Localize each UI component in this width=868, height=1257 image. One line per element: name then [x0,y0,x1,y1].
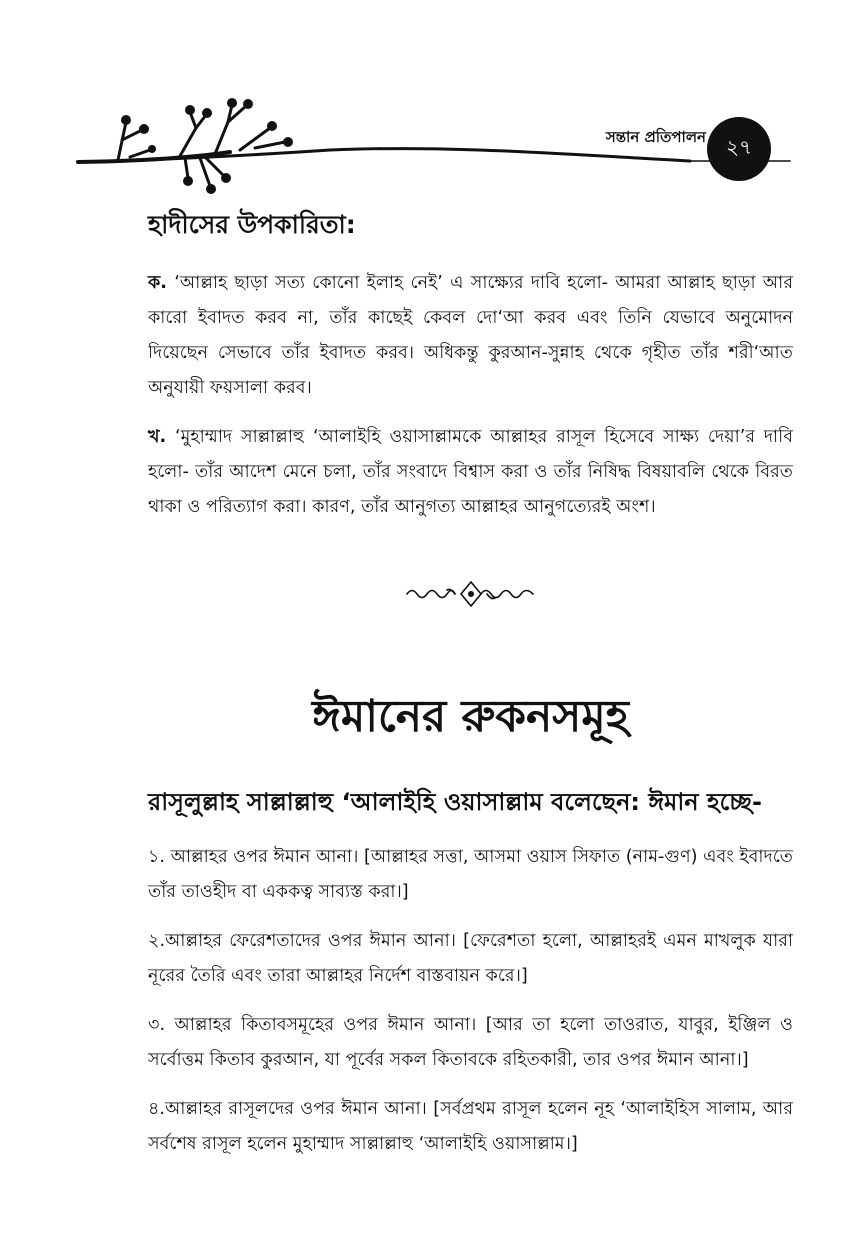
pillar-item: ২.আল্লাহর ফেরেশতাদের ওপর ঈমান আনা। [ফেরেশতা হলো, আল্লাহরই এমন মাখলুক যারা নূরের তৈরি এবং তারা আল্লাহর নির্দেশ বাস্তবায়ন করে।] [148,931,793,986]
page-number: ২৭ [707,117,771,181]
benefit-kha [148,420,793,525]
pillar-item: ১. আল্লাহর ওপর ঈমান আনা। [আল্লাহর সত্তা, আসমা ওয়াস সিফাত (নাম-গুণ) এবং ইবাদতে তাঁর তাওহীদ বা এককত্ব সাব্যস্ত করা।] [148,847,793,902]
benefit-kha-lead: খ. [148,427,167,447]
divider [148,577,793,611]
benefit-ka [148,266,793,406]
pillars-subtitle: রাসূলুল্লাহ সাল্লাল্লাহু ‘আলাইহি ওয়াসাল্লাম বলেছেন: ঈমান হচ্ছে- [148,788,762,816]
main-title: ঈমানের রুকনসমূহ [312,691,629,742]
benefit-ka-lead: ক. [148,273,167,293]
benefit-ka-text: ‘আল্লাহ ছাড়া সত্য কোনো ইলাহ নেই’ এ সাক্ষ্যের দাবি হলো- আমরা আল্লাহ ছাড়া আর কারো ইবাদত করব না, তাঁর কাছেই কেবল দো‘আ করব এবং তিনি যেভাবে অনুমোদন দিয়েছেন সেভাবে তাঁর ইবাদত করব। অধিকন্তু কুরআন-সুন্নাহ থেকে গৃহীত তাঁর শরী‘আত অনুযায়ী ফয়সালা করব। [148,273,793,398]
running-title: সন্তান প্রতিপালন [605,128,706,146]
pillar-item: ৩. আল্লাহর কিতাবসমূহের ওপর ঈমান আনা। [আর তা হলো তাওরাত, যাবুর, ইঞ্জিল ও সর্বোত্তম কিতাব কুরআন, যা পূর্বের সকল কিতাবকে রহিতকারী, তার ওপর ঈমান আনা।] [148,1015,793,1070]
page-content [148,205,793,1176]
page-header [0,0,868,200]
section-heading: হাদীসের উপকারিতা: [148,210,356,239]
flourish-divider-icon [401,577,541,611]
pillar-item: ৪.আল্লাহর রাসূলদের ওপর ঈমান আনা। [সর্বপ্রথম রাসূল হলেন নূহ ‘আলাইহিস সালাম, আর সর্বশেষ রাসূল হলেন মুহাম্মাদ সাল্লাল্লাহু ‘আলাইহি ওয়াসাল্লাম।] [148,1099,793,1154]
benefit-kha-text: ‘মুহাম্মাদ সাল্লাল্লাহু ‘আলাইহি ওয়াসাল্লামকে আল্লাহর রাসূল হিসেবে সাক্ষ্য দেয়া’র দাবি হলো- তাঁর আদেশ মেনে চলা, তাঁর সংবাদে বিশ্বাস করা ও তাঁর নিষিদ্ধ বিষয়াবলি থেকে বিরত থাকা ও পরিত্যাগ করা। কারণ, তাঁর আনুগত্য আল্লাহর আনুগত্যেরই অংশ। [148,427,793,517]
